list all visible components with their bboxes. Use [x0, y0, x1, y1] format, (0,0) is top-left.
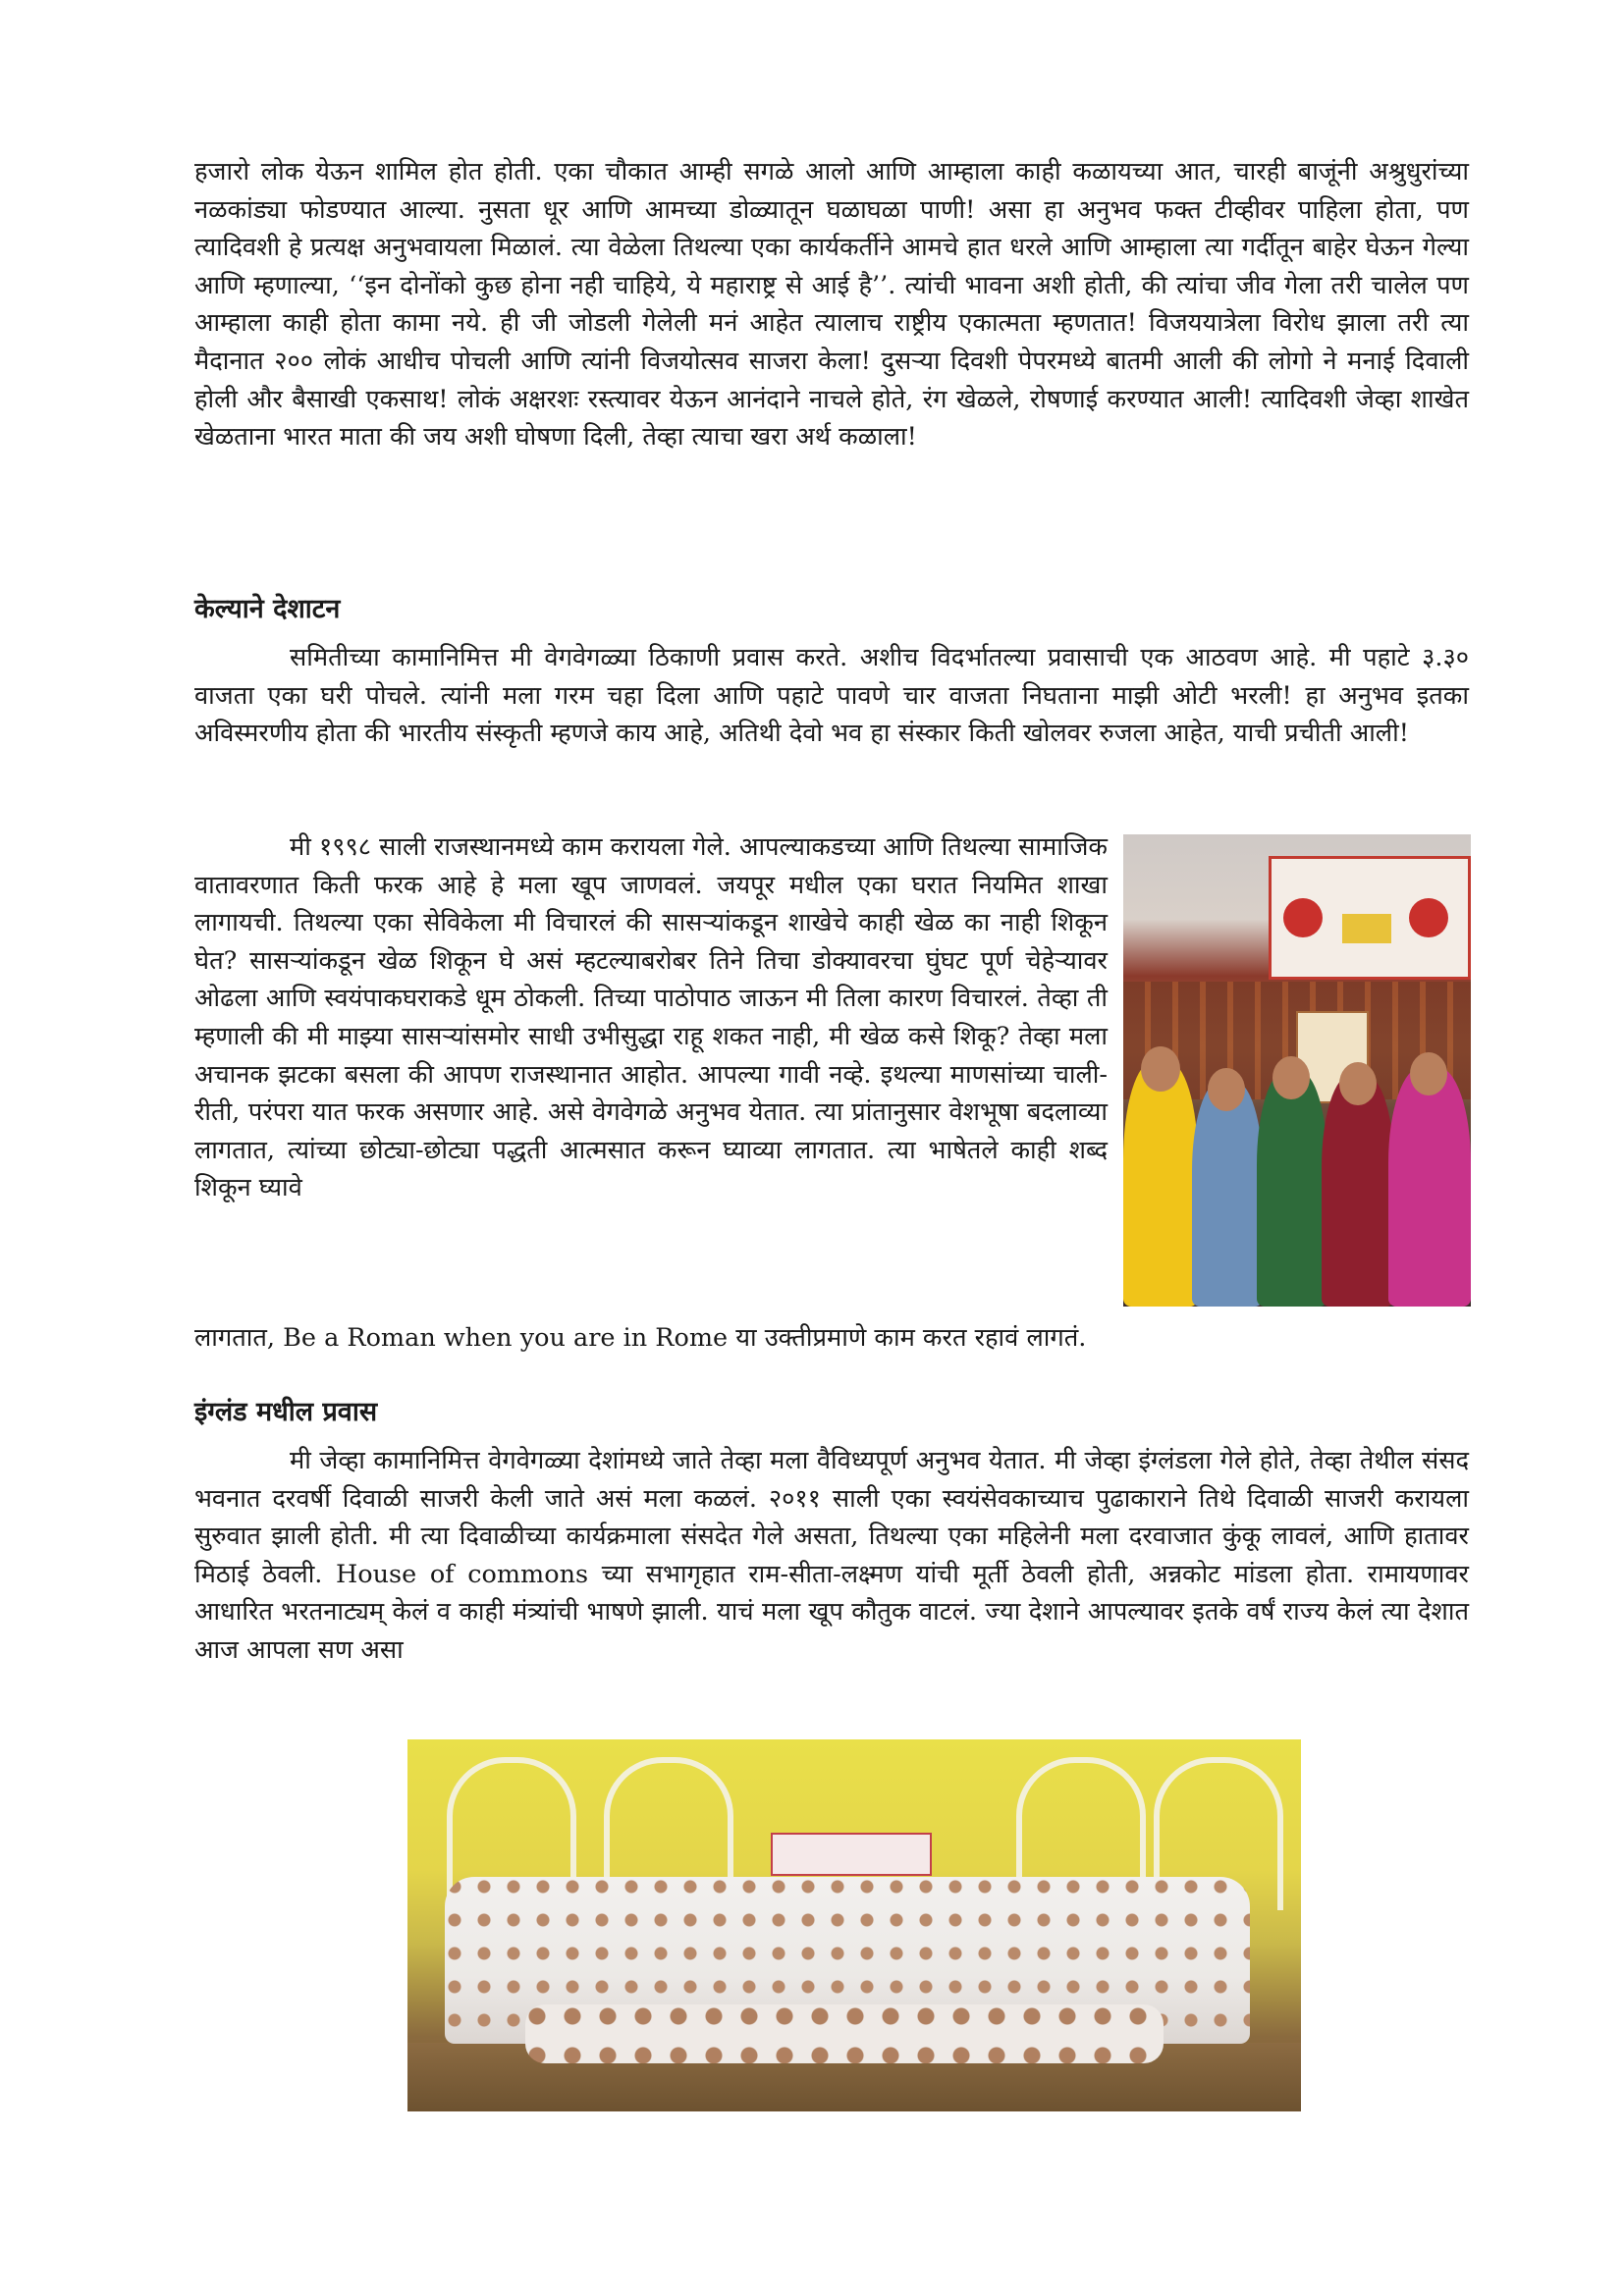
heading-keliyane-deshatan: केल्याने देशाटन — [194, 594, 341, 624]
england-group-photo — [407, 1739, 1301, 2111]
paragraph-england-diwali: मी जेव्हा कामानिमित्त वेगवेगळ्या देशांमध्ये जाते तेव्हा मला वैविध्यपूर्ण अनुभव येतात. मी जेव्हा इंग्लंडला गेले होते, तेव्हा तेथील संसद भवनात दरवर्षी दिवाळी साजरी केली जाते असं मला कळलं. २०११ साली एका स्वयंसेवकाच्याच पुढाकाराने तिथे दिवाळी साजरी करायला सुरुवात झाली होती. मी त्या दिवाळीच्या कार्यक्रमाला संसदेत गेले असता, तिथल्या एका महिलेनी मला दरवाजात कुंकू लावलं, आणि हातावर मिठाई ठेवली. House of commons च्या सभागृहात राम-सीता-लक्ष्मण यांची मूर्ती ठेवली होती, अन्नकोट मांडला होता. रामायणावर आधारित भरतनाट्यम् केलं व काही मंत्र्यांची भाषणे झाली. याचं मला खूप कौतुक वाटलं. ज्या देशाने आपल्यावर इतके वर्षं राज्य केलं त्या देशात आज आपला सण असा — [194, 1446, 1469, 1665]
paragraph-rajasthan-tail: लागतात, Be a Roman when you are in Rome या उक्तीप्रमाणे काम करत रहावं लागतं. — [194, 1323, 1087, 1353]
rajasthan-group-photo — [1123, 834, 1471, 1307]
heading-england-travel: इंग्लंड मधील प्रवास — [194, 1397, 378, 1427]
paragraph-rajasthan-experience: मी १९९८ साली राजस्थानमध्ये काम करायला गेले. आपल्याकडच्या आणि तिथल्या सामाजिक वातावरणात किती फरक आहे हे मला खूप जाणवलं. जयपूर मधील एका घरात नियमित शाखा लागायची. तिथल्या एका सेविकेला मी विचारलं की सासऱ्यांकडून शाखेचे काही खेळ का नाही शिकून घेत? सासऱ्यांकडून खेळ शिकून घे असं म्हटल्याबरोबर तिने तिचा डोक्यावरचा घुंघट पूर्ण चेहेऱ्यावर ओढला आणि स्वयंपाकघराकडे धूम ठोकली. तिच्या पाठोपाठ जाऊन मी तिला कारण विचारलं. तेव्हा ती म्हणाली की मी माझ्या सासऱ्यांसमोर साधी उभीसुद्धा राहू शकत नाही, मी खेळ कसे शिकू? तेव्हा मला अचानक झटका बसला की आपण राजस्थानात आहोत. आपल्या गावी नव्हे. इथल्या माणसांच्या चाली-रीती, परंपरा यात फरक असणार आहे. असे वेगवेगळे अनुभव येतात. त्या प्रांतानुसार वेशभूषा बदलाव्या लागतात, त्यांच्या छोट्या-छोट्या पद्धती आत्मसात करून घ्याव्या लागतात. त्या भाषेतले काही शब्द शिकून घ्यावे — [194, 832, 1108, 1203]
paragraph-vidarbha-visit: समितीच्या कामानिमित्त मी वेगवेगळ्या ठिकाणी प्रवास करते. अशीच विदर्भातल्या प्रवासाची एक आठवण आहे. मी पहाटे ३.३० वाजता एका घरी पोचले. त्यांनी मला गरम चहा दिला आणि पहाटे पावणे चार वाजता निघताना माझी ओटी भरली! हा अनुभव इतका अविस्मरणीय होता की भारतीय संस्कृती म्हणजे काय आहे, अतिथी देवो भव हा संस्कार किती खोलवर रुजला आहेत, याची प्रचीती आली! — [194, 643, 1469, 749]
paragraph-tear-gas-story: हजारो लोक येऊन शामिल होत होती. एका चौकात आम्ही सगळे आलो आणि आम्हाला काही कळायच्या आत, चारही बाजूंनी अश्रुधुरांच्या नळकांड्या फोडण्यात आल्या. नुसता धूर आणि आमच्या डोळ्यातून घळाघळा पाणी! असा हा अनुभव फक्त टीव्हीवर पाहिला होता, पण त्यादिवशी हे प्रत्यक्ष अनुभवायला मिळालं. त्या वेळेला तिथल्या एका कार्यकर्तीने आमचे हात धरले आणि आम्हाला त्या गर्दीतून बाहेर घेऊन गेल्या आणि म्हणाल्या, ‘‘इन दोनोंको कुछ होना नही चाहिये, ये महाराष्ट्र से आई है’’. त्यांची भावना अशी होती, की त्यांचा जीव गेला तरी चालेल पण आम्हाला काही होता कामा नये. ही जी जोडली गेलेली मनं आहेत त्यालाच राष्ट्रीय एकात्मता म्हणतात! विजययात्रेला विरोध झाला तरी त्या मैदानात २०० लोकं आधीच पोचली आणि त्यांनी विजयोत्सव साजरा केला! दुसऱ्या दिवशी पेपरमध्ये बातमी आली की लोगो ने मनाई दिवाली होली और बैसाखी एकसाथ! लोकं अक्षरशः रस्त्यावर येऊन आनंदाने नाचले होते, रंग खेळले, रोषणाई करण्यात आली! त्यादिवशी जेव्हा शाखेत खेळताना भारत माता की जय अशी घोषणा दिली, तेव्हा त्याचा खरा अर्थ कळाला! — [194, 157, 1469, 453]
hall-banner — [771, 1833, 932, 1876]
event-banner-board — [1269, 856, 1471, 980]
